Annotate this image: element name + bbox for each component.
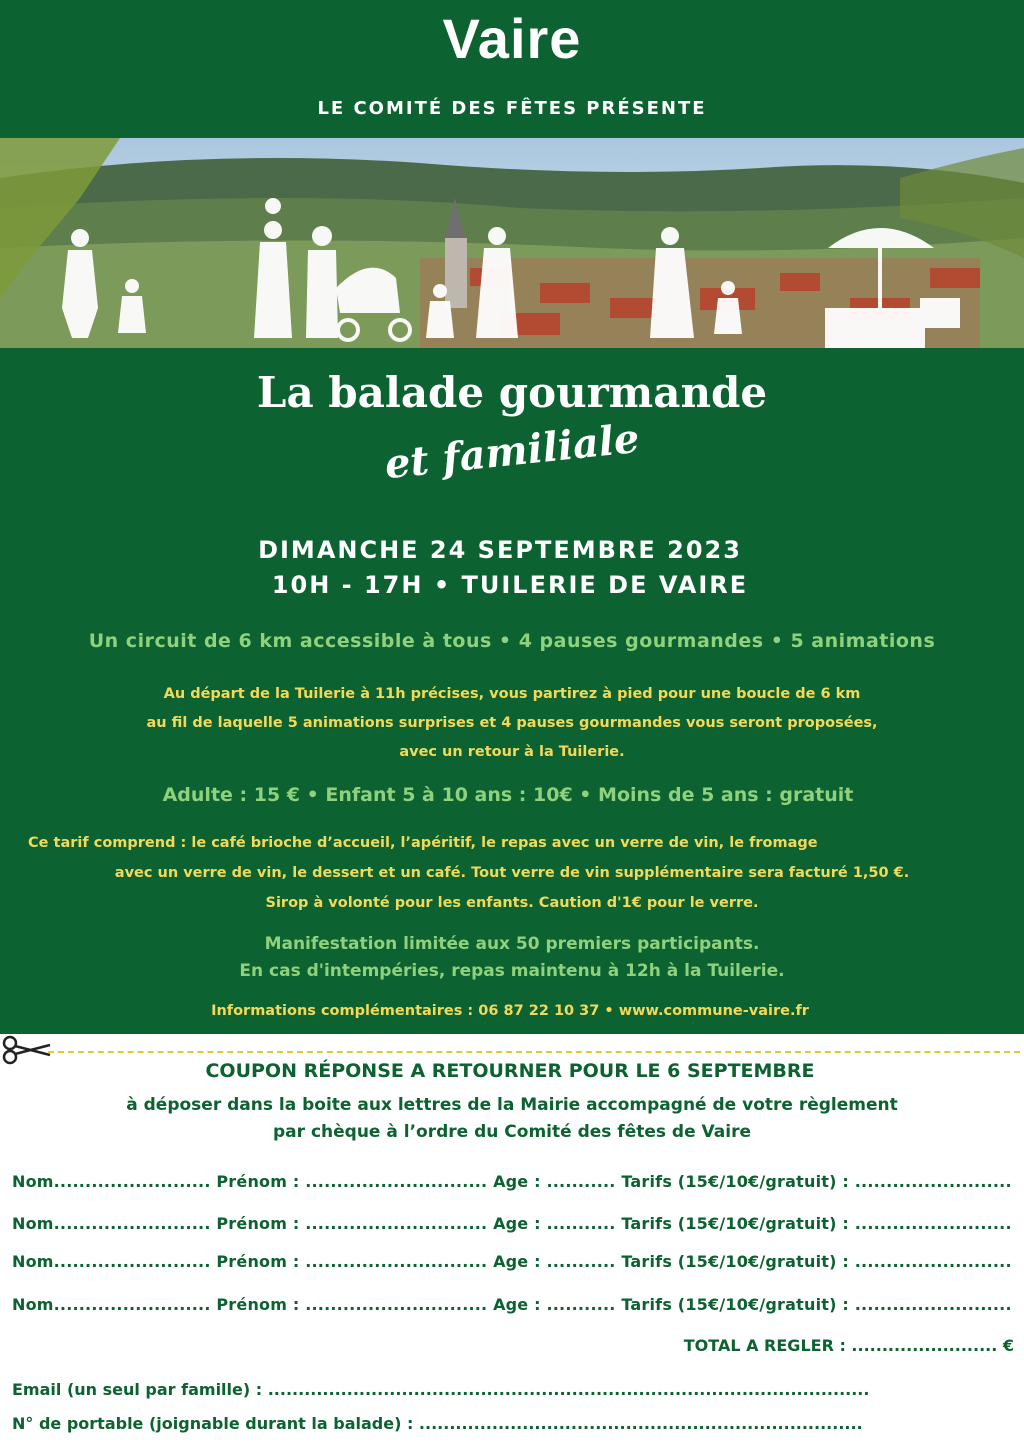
- event-description: [0, 680, 1024, 767]
- pricing-line: avec un verre de vin, le dessert et un café. Tout verre de vin supplémentaire sera facturé 1,50 €.: [114, 865, 910, 881]
- event-pricing: Adulte : 15 € • Enfant 5 à 10 ans : 10€ • Moins de 5 ans : gratuit: [162, 784, 854, 806]
- pricing-line: Ce tarif comprend : le café brioche d’accueil, l’apéritif, le repas avec un verre de vin, le fromage: [28, 835, 818, 851]
- cut-line: [48, 1051, 1020, 1053]
- participant-row[interactable]: Nom......................... Prénom : ............................. Age : ........... Tarifs (15€/10€/gratuit) : .........................: [12, 1214, 1012, 1233]
- presents-text: LE COMITÉ DES FÊTES PRÉSENTE: [317, 98, 707, 119]
- event-circuit: Un circuit de 6 km accessible à tous • 4 pauses gourmandes • 5 animations: [88, 630, 936, 652]
- description-line: avec un retour à la Tuilerie.: [399, 744, 625, 760]
- coupon-subtitle: [0, 1092, 1024, 1146]
- participant-row[interactable]: Nom......................... Prénom : ............................. Age : ........... Tarifs (15€/10€/gratuit) : .........................: [12, 1252, 1012, 1271]
- pricing-details: [0, 828, 1024, 918]
- coupon-title: COUPON RÉPONSE A RETOURNER POUR LE 6 SEPTEMBRE: [205, 1060, 815, 1082]
- village-photo: [0, 138, 1024, 348]
- event-date: DIMANCHE 24 SEPTEMBRE 2023: [258, 536, 742, 564]
- event-title: La balade gourmande: [256, 368, 768, 417]
- limit-line: En cas d'intempéries, repas maintenu à 12h à la Tuilerie.: [239, 961, 785, 981]
- contact-info: Informations complémentaires : 06 87 22 10 37 • www.commune-vaire.fr: [211, 1003, 809, 1019]
- participant-row[interactable]: Nom......................... Prénom : ............................. Age : ........... Tarifs (15€/10€/gratuit) : .........................: [12, 1172, 1012, 1191]
- event-time-place: 10H - 17H • TUILERIE DE VAIRE: [271, 571, 749, 599]
- phone-field[interactable]: N° de portable (joignable durant la balade) : .........................................................................: [12, 1414, 863, 1433]
- event-limits: [0, 931, 1024, 985]
- limit-line: Manifestation limitée aux 50 premiers participants.: [264, 934, 760, 954]
- coupon-subtitle-line: par chèque à l’ordre du Comité des fêtes de Vaire: [273, 1122, 751, 1142]
- description-line: Au départ de la Tuilerie à 11h précises, vous partirez à pied pour une boucle de 6 km: [163, 686, 861, 702]
- total-field[interactable]: TOTAL A REGLER : ........................ €: [683, 1336, 1014, 1355]
- pricing-line: Sirop à volonté pour les enfants. Caution d'1€ pour le verre.: [265, 895, 759, 911]
- event-subtitle: et familiale: [382, 414, 642, 489]
- coupon-subtitle-line: à déposer dans la boite aux lettres de la Mairie accompagné de votre règlement: [126, 1095, 898, 1115]
- description-line: au fil de laquelle 5 animations surprises et 4 pauses gourmandes vous seront proposées,: [146, 715, 878, 731]
- email-field[interactable]: Email (un seul par famille) : ...................................................................................................: [12, 1380, 870, 1399]
- vaire-logo: Vaire: [442, 7, 582, 70]
- participant-row[interactable]: Nom......................... Prénom : ............................. Age : ........... Tarifs (15€/10€/gratuit) : .........................: [12, 1295, 1012, 1314]
